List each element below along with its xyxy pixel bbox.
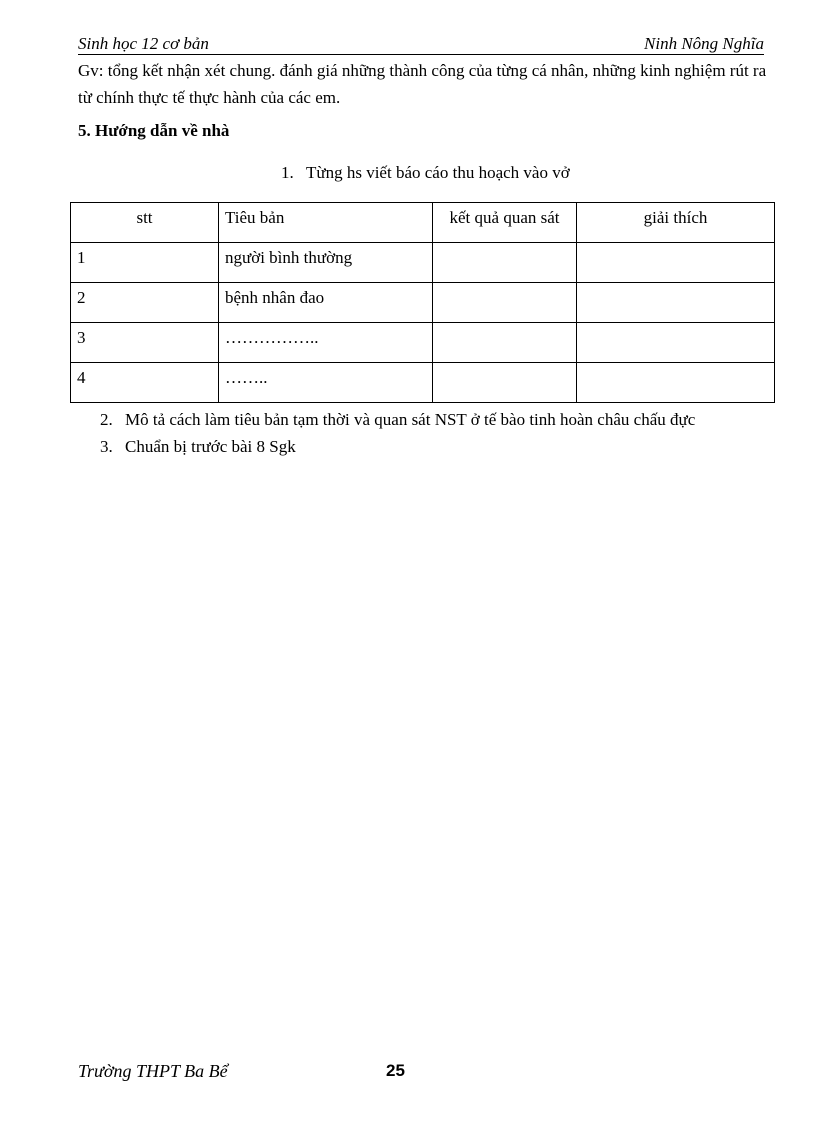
table-row — [71, 243, 775, 283]
cell-stt: 1 — [71, 243, 219, 283]
cell-explanation — [577, 283, 775, 323]
cell-stt: 3 — [71, 323, 219, 363]
list-item-number: 1. — [281, 163, 294, 182]
cell-specimen: bệnh nhân đao — [219, 283, 433, 323]
cell-specimen: người bình thường — [219, 243, 433, 283]
column-header-specimen: Tiêu bản — [219, 203, 433, 243]
cell-specimen: …………….. — [219, 323, 433, 363]
header-subject: Sinh học 12 cơ bản — [78, 34, 209, 53]
footer-school: Trường THPT Ba Bể — [78, 1061, 228, 1081]
cell-observation — [433, 323, 577, 363]
cell-explanation — [577, 243, 775, 283]
header-author: Ninh Nông Nghĩa — [644, 34, 764, 53]
cell-explanation — [577, 323, 775, 363]
column-header-explanation: giải thích — [577, 203, 775, 243]
list-item — [100, 410, 695, 430]
page-header — [78, 34, 764, 55]
list-item — [281, 163, 570, 183]
table-row — [71, 323, 775, 363]
column-header-stt: stt — [71, 203, 219, 243]
cell-stt: 4 — [71, 363, 219, 403]
column-header-observation: kết quả quan sát — [433, 203, 577, 243]
list-item-number: 3. — [100, 437, 113, 456]
cell-specimen: …….. — [219, 363, 433, 403]
section-title: 5. Hướng dẫn về nhà — [78, 121, 230, 140]
cell-observation — [433, 243, 577, 283]
list-item-text: Chuẩn bị trước bài 8 Sgk — [125, 437, 296, 456]
table-row — [71, 283, 775, 323]
list-item-text: Mô tả cách làm tiêu bản tạm thời và quan sát NST ở tế bào tinh hoàn châu chấu đực — [125, 410, 696, 429]
table-row — [71, 363, 775, 403]
list-item — [100, 437, 296, 457]
list-item-text: Từng hs viết báo cáo thu hoạch vào vở — [306, 163, 570, 182]
page-number: 25 — [386, 1061, 405, 1080]
cell-observation — [433, 363, 577, 403]
cell-stt: 2 — [71, 283, 219, 323]
cell-explanation — [577, 363, 775, 403]
cell-observation — [433, 283, 577, 323]
list-item-number: 2. — [100, 410, 113, 429]
report-table — [70, 202, 775, 403]
summary-paragraph: Gv: tổng kết nhận xét chung. đánh giá những thành công của từng cá nhân, những kinh nghiệm rút ra từ chính thực tế thực hành của các em. — [78, 61, 767, 107]
table-header-row — [71, 203, 775, 243]
